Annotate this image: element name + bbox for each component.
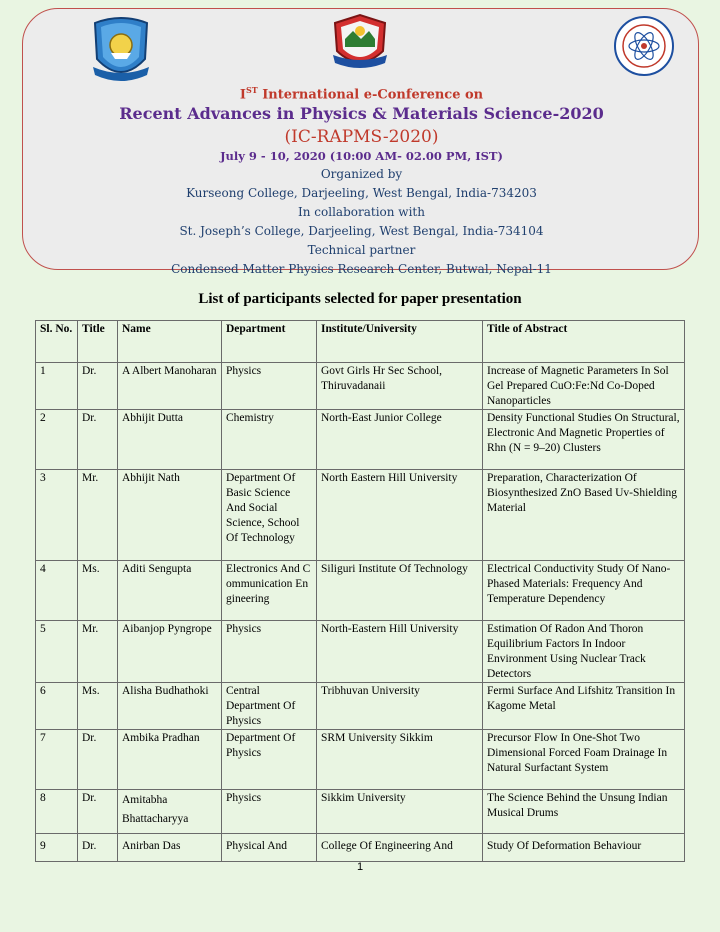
cell-name: Anirban Das [118, 834, 222, 862]
table-row [36, 363, 685, 410]
cell-name: Alisha Budhathoki [118, 683, 222, 730]
cell-name: Amitabha Bhattacharyya [118, 790, 222, 834]
table-row [36, 834, 685, 862]
header-abstract: Title of Abstract [483, 321, 685, 363]
kurseong-college-logo [89, 13, 153, 87]
cell-institute: Sikkim University [317, 790, 483, 834]
header-institute: Institute/University [317, 321, 483, 363]
table-header-row [36, 321, 685, 363]
cell-department: Physics [222, 621, 317, 683]
partner-label: Technical partner [307, 243, 416, 258]
cell-abstract: Precursor Flow In One-Shot Two Dimensional Forced Foam Drainage In Natural Surfactant System [483, 730, 685, 790]
cell-institute: North Eastern Hill University [317, 470, 483, 561]
cell-institute: North-East Junior College [317, 410, 483, 470]
conference-edition: IST International e-Conference on [239, 85, 484, 103]
page-number: 1 [356, 861, 364, 873]
cell-sl: 2 [36, 410, 78, 470]
cell-sl: 1 [36, 363, 78, 410]
participants-table [35, 320, 685, 862]
header-title: Title [78, 321, 118, 363]
cell-institute: Tribhuvan University [317, 683, 483, 730]
cell-sl: 6 [36, 683, 78, 730]
cmprc-logo [613, 15, 675, 77]
table-row [36, 683, 685, 730]
table-row [36, 730, 685, 790]
cell-title: Mr. [78, 621, 118, 683]
st-josephs-college-logo [331, 11, 389, 75]
header-sl-no: Sl. No. [36, 321, 78, 363]
cell-institute: Siliguri Institute Of Technology [317, 561, 483, 621]
cell-abstract: Increase of Magnetic Parameters In Sol Gel Prepared CuO:Fe:Nd Co-Doped Nanoparticles [483, 363, 685, 410]
technical-partner: Condensed Matter Physics Research Center, Butwal, Nepal-11 [171, 262, 552, 277]
cell-title: Mr. [78, 470, 118, 561]
cell-name: Abhijit Nath [118, 470, 222, 561]
organized-label: Organized by [320, 167, 403, 182]
cell-department: Physics [222, 790, 317, 834]
cell-name: Aibanjop Pyngrope [118, 621, 222, 683]
cell-department: Department Of Basic Science And Social Science, School Of Technology [222, 470, 317, 561]
banner-text [23, 81, 700, 279]
cell-abstract: Estimation Of Radon And Thoron Equilibrium Factors In Indoor Environment Using Nuclear Track Detectors [483, 621, 685, 683]
table-row [36, 790, 685, 834]
cell-title: Dr. [78, 790, 118, 834]
conference-acronym: (IC-RAPMS-2020) [284, 127, 439, 148]
cell-sl: 8 [36, 790, 78, 834]
cell-abstract: The Science Behind the Unsung Indian Musical Drums [483, 790, 685, 834]
cell-department: Physical And [222, 834, 317, 862]
cell-sl: 7 [36, 730, 78, 790]
conference-title: Recent Advances in Physics & Materials Science-2020 [119, 104, 604, 124]
cell-title: Dr. [78, 730, 118, 790]
cell-institute: College Of Engineering And [317, 834, 483, 862]
header-department: Department [222, 321, 317, 363]
header-name: Name [118, 321, 222, 363]
cell-institute: SRM University Sikkim [317, 730, 483, 790]
cell-title: Dr. [78, 363, 118, 410]
cell-sl: 3 [36, 470, 78, 561]
cell-title: Ms. [78, 561, 118, 621]
conference-banner [22, 8, 699, 277]
cell-abstract: Electrical Conductivity Study Of Nano-Phased Materials: Frequency And Temperature Dependency [483, 561, 685, 621]
cell-department: Department Of Physics [222, 730, 317, 790]
table-row [36, 561, 685, 621]
cell-title: Dr. [78, 410, 118, 470]
cell-name: A Albert Manoharan [118, 363, 222, 410]
cell-title: Dr. [78, 834, 118, 862]
cell-sl: 5 [36, 621, 78, 683]
list-title: List of participants selected for paper presentation [198, 291, 522, 307]
cell-abstract: Preparation, Characterization Of Biosynthesized ZnO Based Uv-Shielding Material [483, 470, 685, 561]
cell-sl: 9 [36, 834, 78, 862]
cell-institute: Govt Girls Hr Sec School, Thiruvadanaii [317, 363, 483, 410]
cell-department: Physics [222, 363, 317, 410]
cell-title: Ms. [78, 683, 118, 730]
conference-date: July 9 - 10, 2020 (10:00 AM- 02.00 PM, IST) [220, 149, 503, 164]
cell-name: Abhijit Dutta [118, 410, 222, 470]
cell-sl: 4 [36, 561, 78, 621]
cell-abstract: Density Functional Studies On Structural, Electronic And Magnetic Properties of Rhn (N = 9–20) Clusters [483, 410, 685, 470]
cell-abstract: Fermi Surface And Lifshitz Transition In Kagome Metal [483, 683, 685, 730]
table-row [36, 470, 685, 561]
cell-name: Aditi Sengupta [118, 561, 222, 621]
collaborator: St. Joseph’s College, Darjeeling, West Bengal, India-734104 [179, 224, 544, 239]
cell-department: Chemistry [222, 410, 317, 470]
cell-department: Electronics And Communication Engineering [222, 561, 317, 621]
collab-label: In collaboration with [298, 205, 425, 220]
cell-name: Ambika Pradhan [118, 730, 222, 790]
cell-abstract: Study Of Deformation Behaviour [483, 834, 685, 862]
cell-institute: North-Eastern Hill University [317, 621, 483, 683]
table-row [36, 410, 685, 470]
organizer: Kurseong College, Darjeeling, West Bengal, India-734203 [186, 186, 537, 201]
cell-department: Central Department Of Physics [222, 683, 317, 730]
table-row [36, 621, 685, 683]
